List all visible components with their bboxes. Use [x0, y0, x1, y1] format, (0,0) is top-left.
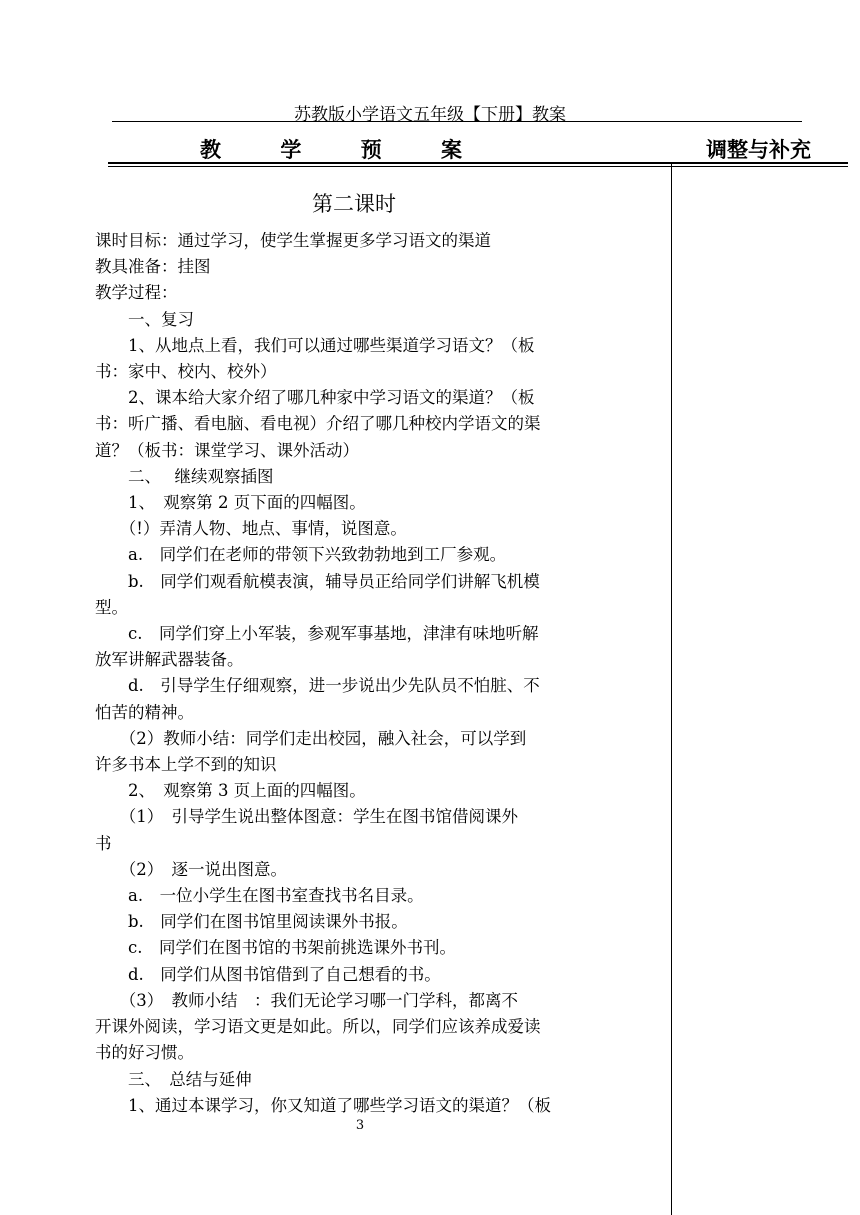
body-line: d. 同学们从图书馆借到了自己想看的书。 [95, 964, 441, 984]
body-line: 书：听广播、看电脑、看电视）介绍了哪几种校内学语文的渠 [95, 414, 541, 434]
column-heading-char: 案 [440, 138, 462, 162]
lesson-body [95, 228, 635, 1119]
body-line: 怕苦的精神。 [95, 702, 194, 722]
column-heading-adjust: 调整与补充 [706, 138, 811, 162]
column-heading-char: 教 [200, 138, 221, 162]
page-number: 3 [355, 1118, 365, 1133]
body-line: 书：家中、校内、校外） [95, 362, 277, 382]
table-top-rule-thin [108, 166, 848, 167]
body-line: d. 引导学生仔细观察，进一步说出少先队员不怕脏、不 [95, 676, 540, 696]
body-line: 开课外阅读，学习语文更是如此。所以，同学们应该养成爱读 [95, 1017, 541, 1037]
column-divider [671, 162, 672, 1215]
body-line: （1） 引导学生说出整体图意：学生在图书馆借阅课外 [95, 807, 518, 827]
body-line: 2、 观察第 3 页上面的四幅图。 [95, 781, 366, 801]
body-line: 一、复习 [95, 309, 194, 329]
body-line: b. 同学们观看航模表演，辅导员正给同学们讲解飞机模 [95, 571, 540, 591]
body-line: 型。 [95, 597, 128, 617]
table-top-rule [108, 162, 848, 164]
body-line: 2、课本给大家介绍了哪几种家中学习语文的渠道？（板 [95, 388, 535, 408]
document-header-title: 苏教版小学语文五年级【下册】教案 [294, 105, 566, 125]
body-line: 课时目标：通过学习，使学生掌握更多学习语文的渠道 [95, 231, 491, 250]
body-line: 1、通过本课学习，你又知道了哪些学习语文的渠道？（板 [95, 1095, 551, 1115]
body-line: 1、 观察第 2 页下面的四幅图。 [95, 493, 366, 513]
lesson-title: 第二课时 [312, 192, 396, 216]
body-line: 二、 继续观察插图 [95, 466, 274, 486]
body-line: （!）弄清人物、地点、事情，说图意。 [95, 519, 407, 539]
body-line: 放军讲解武器装备。 [95, 650, 244, 670]
body-line: a. 一位小学生在图书室查找书名目录。 [95, 886, 424, 906]
body-line: 书 [95, 833, 112, 853]
column-heading-char: 学 [280, 138, 302, 162]
body-line: 许多书本上学不到的知识 [95, 755, 277, 775]
body-line: c. 同学们在图书馆的书架前挑选课外书刊。 [95, 938, 456, 958]
body-line: 1、从地点上看，我们可以通过哪些渠道学习语文？（板 [95, 335, 535, 355]
body-line: （2）教师小结：同学们走出校园，融入社会，可以学到 [95, 728, 527, 748]
header-underline [112, 121, 802, 122]
column-heading-char: 预 [360, 138, 382, 162]
body-line: （3） 教师小结 ：我们无论学习哪一门学科，都离不 [95, 990, 518, 1010]
body-line: 三、 总结与延伸 [95, 1069, 252, 1089]
body-line: a. 同学们在老师的带领下兴致勃勃地到工厂参观。 [95, 545, 507, 565]
body-line: 道？（板书：课堂学习、课外活动） [95, 440, 359, 460]
column-heading-plan [200, 134, 462, 164]
body-line: c. 同学们穿上小军装，参观军事基地，津津有味地听解 [95, 624, 539, 644]
body-line: 教学过程： [95, 283, 178, 303]
body-line: 教具准备：挂图 [95, 257, 211, 277]
body-line: （2） 逐一说出图意。 [95, 859, 287, 879]
body-line: b. 同学们在图书馆里阅读课外书报。 [95, 912, 408, 932]
body-line: 书的好习惯。 [95, 1043, 194, 1063]
